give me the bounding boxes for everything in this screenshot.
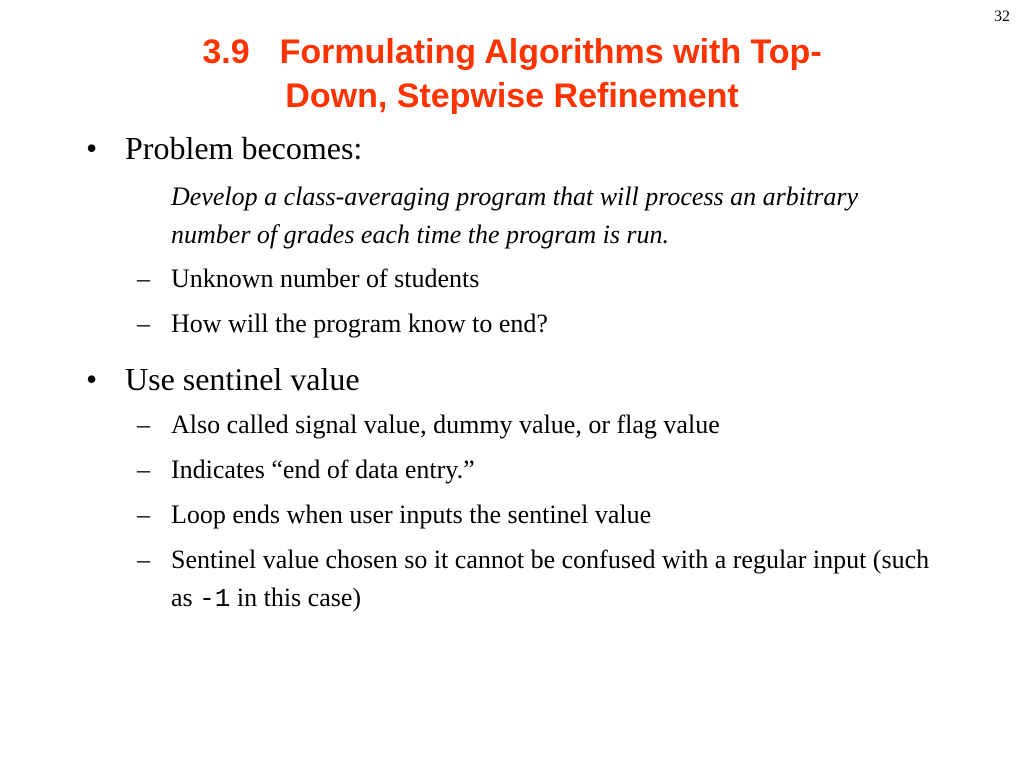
bullet-problem-becomes	[0, 128, 1024, 168]
page-number: 32	[994, 8, 1010, 25]
sub-item-program-end	[0, 305, 1024, 343]
dash-marker: –	[137, 545, 150, 574]
bullet-marker: •	[86, 130, 98, 166]
problem-statement: Develop a class-averaging program that will process an arbitrary number of grades each time the program is run.	[171, 182, 859, 249]
sub-item-text-before: Sentinel value chosen so it cannot be confused with a regular input (such as	[171, 545, 930, 612]
bullet-text: Use sentinel value	[125, 361, 360, 397]
sub-item-indicates-end	[0, 451, 1024, 489]
dash-marker: –	[137, 410, 150, 439]
sub-item-also-called	[0, 406, 1024, 444]
sub-item-text: Unknown number of students	[171, 264, 480, 293]
dash-marker: –	[137, 455, 150, 484]
sub-item-text: Also called signal value, dummy value, or flag value	[171, 410, 720, 439]
sub-item-unknown-students	[0, 260, 1024, 298]
bullet-marker: •	[86, 361, 98, 397]
bullet-sentinel-value	[0, 359, 1024, 399]
dash-marker: –	[137, 309, 150, 338]
sub-item-text: How will the program know to end?	[171, 309, 548, 338]
title-line-2: Down, Stepwise Refinement	[285, 77, 739, 115]
code-sentinel: -1	[199, 584, 231, 614]
slide-content	[0, 128, 1024, 618]
section-number: 3.9	[202, 33, 250, 71]
sub-item-text: Loop ends when user inputs the sentinel value	[171, 500, 652, 529]
bullet-text: Problem becomes:	[125, 130, 363, 166]
sub-item-sentinel-chosen	[0, 541, 1024, 618]
sub-item-text-after: in this case)	[230, 583, 362, 612]
dash-marker: –	[137, 264, 150, 293]
sub-item-text: Indicates “end of data entry.”	[171, 455, 475, 484]
dash-marker: –	[137, 500, 150, 529]
title-line-1	[0, 30, 1024, 74]
slide-title	[0, 30, 1024, 118]
sub-item-loop-ends	[0, 496, 1024, 534]
title-text-1: Formulating Algorithms with Top-	[279, 33, 822, 71]
